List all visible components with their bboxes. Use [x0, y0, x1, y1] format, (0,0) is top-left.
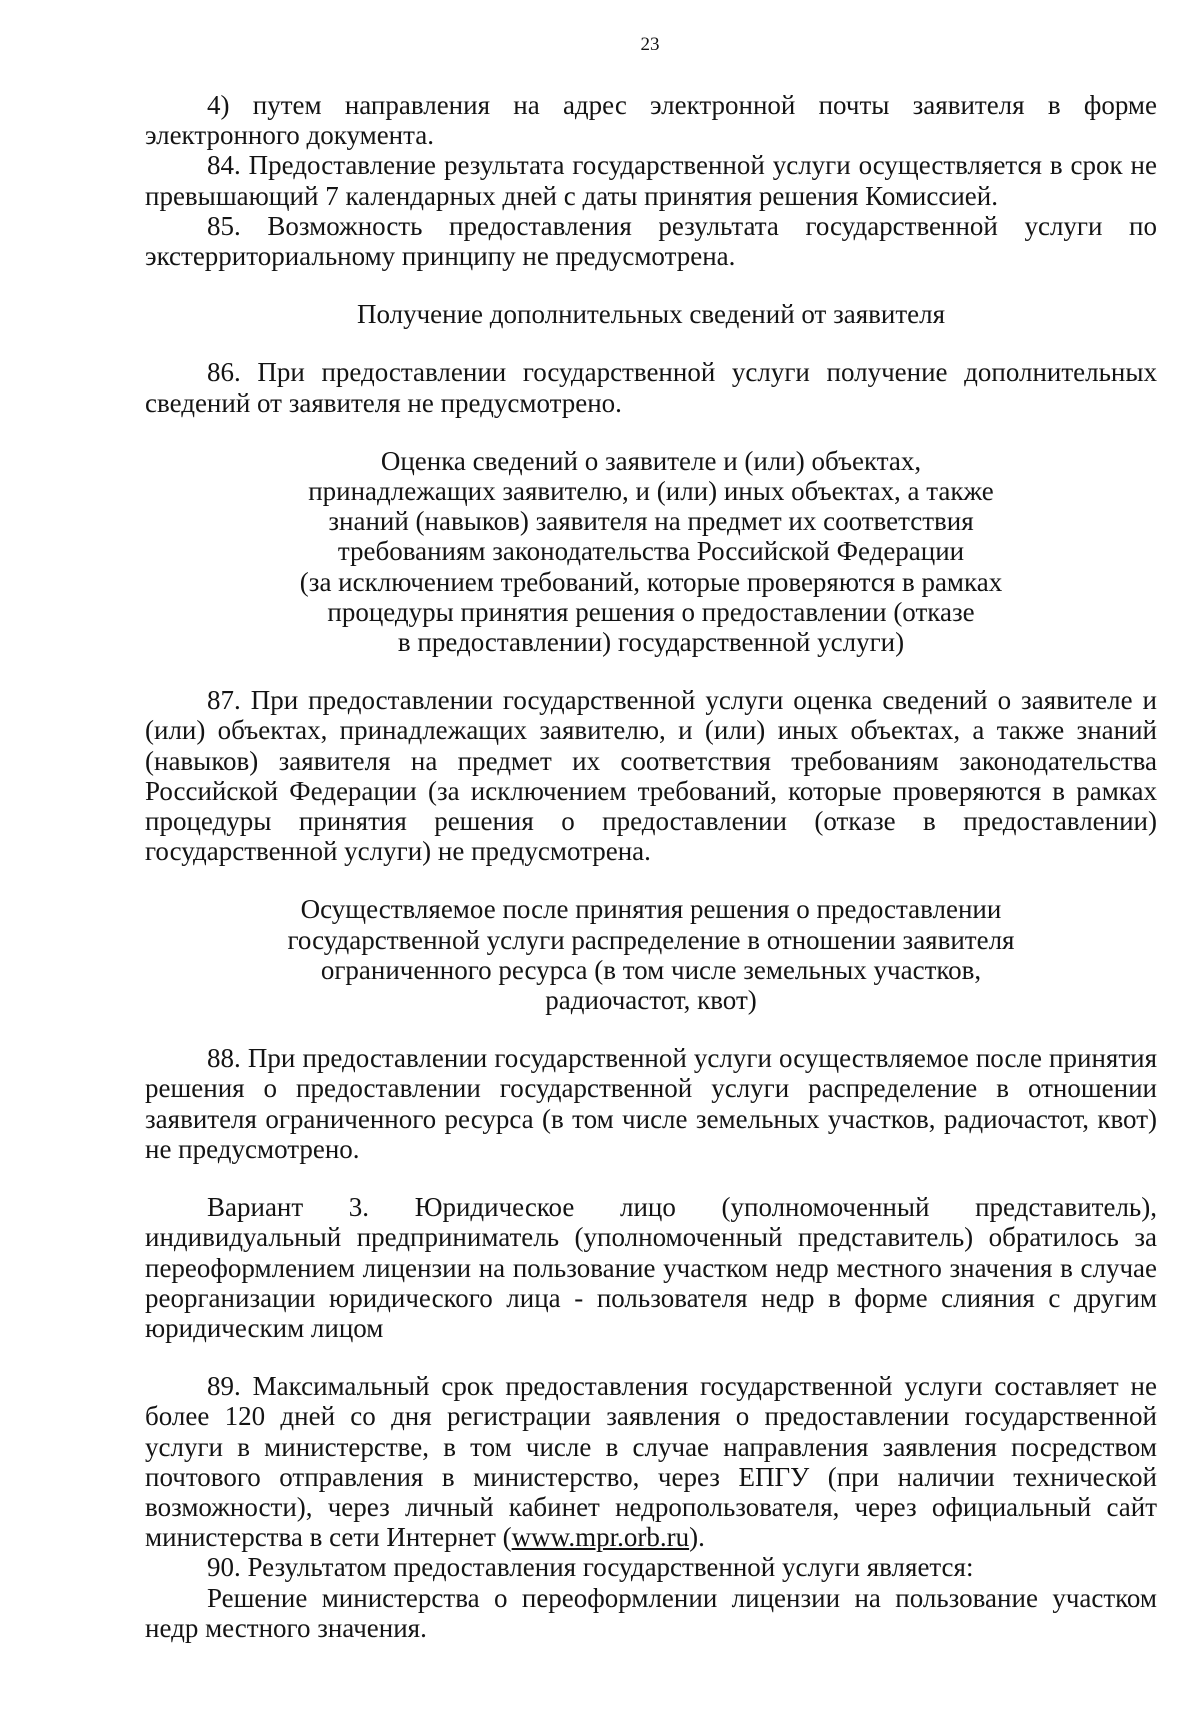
- paragraph-89: [145, 1371, 1157, 1552]
- paragraph-85: 85. Возможность предоставления результата государственной услуги по экстерриториальному принципу не предусмотрена.: [145, 210, 1157, 272]
- heading-line: Оценка сведений о заявителе и (или) объектах,: [380, 445, 922, 476]
- page-number: 23: [640, 34, 660, 55]
- paragraph-89-end: ).: [689, 1522, 705, 1553]
- heading-resource-distribution: [145, 894, 1157, 1015]
- paragraph-88: 88. При предоставлении государственной услуги осуществляемое после принятия решения о предоставлении государственной услуги распределение в отношении заявителя ограниченного ресурса (в том числе земельных участков, радиочастот, квот) не предусмотрено.: [145, 1043, 1157, 1164]
- heading-additional-info: Получение дополнительных сведений от заявителя: [356, 299, 946, 330]
- heading-line: в предоставлении) государственной услуги): [397, 627, 905, 658]
- ministry-website-link[interactable]: www.mpr.orb.ru: [511, 1522, 690, 1553]
- heading-line: радиочастот, квот): [545, 985, 757, 1016]
- heading-line: (за исключением требований, которые проверяются в рамках: [299, 566, 1003, 597]
- heading-line: знаний (навыков) заявителя на предмет их соответствия: [328, 506, 974, 537]
- heading-line: ограниченного ресурса (в том числе земельных участков,: [320, 954, 982, 985]
- heading-line: требованиям законодательства Российской Федерации: [337, 536, 965, 567]
- document-body: [145, 90, 1157, 1643]
- heading-line: принадлежащих заявителю, и (или) иных объектах, а также: [308, 476, 994, 507]
- paragraph-89-text: 89. Максимальный срок предоставления государственной услуги составляет не более 120 дней со дня регистрации заявления о предоставлении государственной услуги в министерстве, в том числе в случае направления заявления посредством почтового отправления в министерство, через ЕПГУ (при наличии технической возможности), через личный кабинет недропользователя, через официальный сайт министерства в сети Интернет (: [145, 1371, 1157, 1553]
- paragraph-item-4: 4) путем направления на адрес электронной почты заявителя в форме электронного документа.: [145, 90, 1157, 151]
- heading-line: Осуществляемое после принятия решения о предоставлении: [300, 894, 1002, 925]
- heading-line: государственной услуги распределение в отношении заявителя: [287, 924, 1015, 955]
- paragraph-87: 87. При предоставлении государственной услуги оценка сведений о заявителе и (или) объектах, принадлежащих заявителю, и (или) иных объектах, а также знаний (навыков) заявителя на предмет их соответствия требованиям законодательства Российской Федерации (за исключением требований, которые проверяются в рамках процедуры принятия решения о предоставлении (отказе в предоставлении) государственной услуги) не предусмотрена.: [145, 685, 1157, 867]
- paragraph-90: 90. Результатом предоставления государственной услуги является:: [207, 1552, 974, 1583]
- paragraph-result: Решение министерства о переоформлении лицензии на пользование участком недр местного значения.: [145, 1582, 1157, 1643]
- heading-line: процедуры принятия решения о предоставлении (отказе: [327, 596, 975, 627]
- paragraph-86: 86. При предоставлении государственной услуги получение дополнительных сведений от заявителя не предусмотрено.: [145, 357, 1157, 418]
- variant-3-heading: Вариант 3. Юридическое лицо (уполномоченный представитель), индивидуальный предприниматель (уполномоченный представитель) обратилось за переоформлением лицензии на пользование участком недр местного значения в случае реорганизации юридического лица - пользователя недр в форме слияния с другим юридическим лицом: [145, 1192, 1157, 1343]
- heading-evaluation: [145, 446, 1157, 657]
- paragraph-84: 84. Предоставление результата государственной услуги осуществляется в срок не превышающий 7 календарных дней с даты принятия решения Комиссией.: [145, 150, 1157, 211]
